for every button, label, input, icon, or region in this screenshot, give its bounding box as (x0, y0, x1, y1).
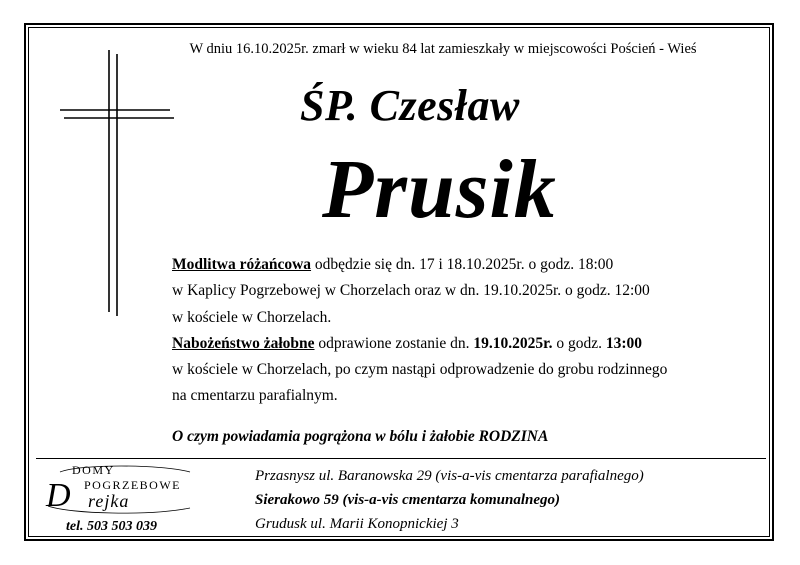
address-sierakowo: Sierakowo 59 (vis-a-vis cmentarza komunalnego) (255, 492, 561, 508)
deceased-first-name: ŚP. Czesław (300, 81, 520, 130)
rosary-line-2: w Kaplicy Pogrzebowej w Chorzelach oraz w dn. 19.10.2025r. o godz. 12:00 (172, 282, 650, 300)
funeral-date: 19.10.2025r. (473, 334, 553, 352)
ceremony-details (172, 252, 752, 410)
funeral-time: 13:00 (605, 334, 643, 352)
funeral-line-2: w kościele w Chorzelach, po czym nastąpi odprowadzenie do grobu rodzinnego (172, 361, 668, 379)
logo-line-2: POGRZEBOWE (84, 478, 181, 492)
funeral-line-1 (172, 331, 752, 357)
divider-line (36, 458, 766, 459)
funeral-line-3: na cmentarzu parafialnym. (172, 387, 338, 405)
address-przasnysz: Przasnysz ul. Baranowska 29 (vis-a-vis cmentarza parafialnego) (255, 468, 644, 484)
rosary-label: Modlitwa różańcowa (172, 256, 312, 273)
rosary-line-3: w kościele w Chorzelach. (172, 308, 332, 326)
logo-brand: rejka (88, 491, 130, 511)
rosary-line-1 (172, 252, 752, 278)
deceased-surname: Prusik (322, 143, 557, 236)
cross-icon (60, 50, 180, 320)
death-notice-intro: W dniu 16.10.2025r. zmarł w wieku 84 lat zamieszkały w miejscowości Poścień - Wieś (189, 41, 697, 57)
rosary-text-1: odbędzie się dn. 17 i 18.10.2025r. o godz. 18:00 (311, 256, 614, 273)
funeral-text-a: odprawione zostanie dn. (314, 334, 474, 352)
address-grudusk: Grudusk ul. Marii Konopnickiej 3 (255, 516, 459, 532)
funeral-text-b: o godz. (552, 334, 606, 352)
logo-line-1: DOMY (72, 463, 115, 477)
family-closing: O czym powiadamia pogrążona w bólu i żałobie RODZINA (172, 428, 549, 445)
funeral-label: Nabożeństwo żałobne (172, 334, 315, 352)
phone-number: tel. 503 503 039 (66, 519, 157, 534)
logo-initial: D (46, 477, 71, 514)
